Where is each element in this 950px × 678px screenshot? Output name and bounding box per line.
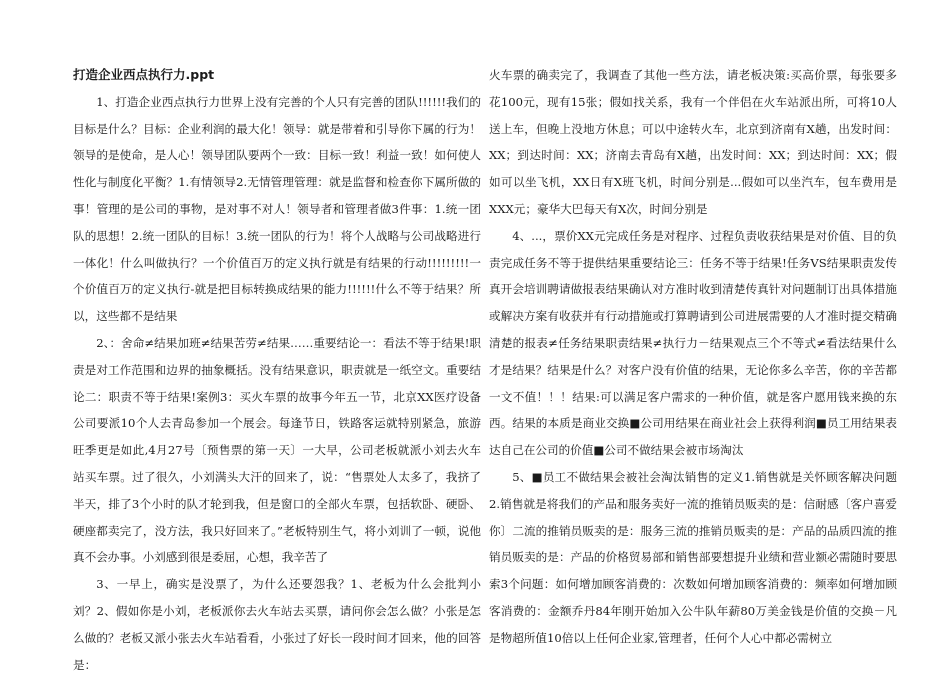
paragraph-5: 5、■员工不做结果会被社会淘汰销售的定义1.销售就是关怀顾客解决问题2.销售就是将我们的产品和服务卖好一流的推销员贩卖的是：信耐感〔客户喜爱你〕二流的推销员贩卖的是：服务三流的推销员贩卖的是：产品的品质四流的推销员贩卖的是：产品的价格贸易部和销售部要想提升业绩和营业额必需随时要思索3个问题：如何增加顾客消费的：次数如何增加顾客消费的：频率如何增加顾客消费的：金额乔丹84年刚开始加入公牛队年薪80万美金钱是价值的交换－凡是物超所值10倍以上任何企业家,管理者，任何个人心中都必需树立: [489, 469, 897, 645]
paragraph-4: 4、...，票价XX元完成任务是对程序、过程负责收获结果是对价值、目的负责完成任务不等于提供结果重要结论三：任务不等于结果!任务VS结果职责发传真开会培训聘请做报表结果确认对方准时收到清楚传真针对问题制订出具体措施或解决方案有收获并有行动措施或打算聘请到公司进展需要的人才准时提交精确清楚的报表≠任务结果职责结果≠执行力－结果观点三个不等式≠看法结果什么才是结果？结果是什么？对客户没有价值的结果，无论你多么辛苦，你的辛苦都一文不值！！！结果:可以满足客户需求的一种价值，就是客户愿用钱来换的东西。结果的本质是商业交换■公司用结果在商业社会上获得利润■员工用结果表达自己在公司的价值■公司不做结果会被市场淘汰: [489, 228, 897, 458]
right-column: [489, 62, 897, 652]
document-title: 打造企业西点执行力.ppt: [73, 67, 215, 82]
paragraph-2: 2、：舍命≠结果加班≠结果苦劳≠结果……重要结论一：看法不等于结果!职责是对工作范围和边界的抽象概括。没有结果意识，职责就是一纸空文。重要结论二：职责不等于结果!案例3：买火车票的故事今年五一节，北京XX医疗设备公司要派10个人去青岛参加一个展会。每逢节日，铁路客运就特别紧急，旅游旺季更是如此,4月27号〔预售票的第一天〕一大早，公司老板就派小刘去火车站买车票。过了很久，小刘满头大汗的回来了，说：“售票处人太多了，我挤了半天，排了3个小时的队才轮到我，但是窗口的全部火车票，包括软卧、硬卧、硬座都卖完了，没方法，我只好回来了。”老板特别生气，将小刘训了一顿，说他真不会办事。小刘感到很是委屈，心想，我辛苦了: [73, 335, 481, 565]
left-column: [73, 62, 481, 678]
paragraph-3: 3、一早上，确实是没票了，为什么还要怨我？1、老板为什么会批判小刘？2、假如你是小刘，老板派你去火车站去买票，请问你会怎么做？小张是怎么做的？老板又派小张去火车站看看，小张过了好长一段时间才回来，他的回答是：: [73, 577, 481, 672]
paragraph-3-continued: 火车票的确卖完了，我调查了其他一些方法，请老板决策:买高价票，每张要多花100元，现有15张；假如找关系，我有一个伴侣在火车站派出所，可将10人送上车，但晚上没地方休息；可以中途转火车，北京到济南有X趟，出发时间：XX；到达时间：XX；济南去青岛有X趟，出发时间：XX；到达时间：XX；假如可以坐飞机，XX日有X班飞机，时间分别是...假如可以坐汽车，包车费用是XXX元；豪华大巴每天有X次，时间分别是: [489, 68, 897, 216]
paragraph-1: 1、打造企业西点执行力世界上没有完善的个人只有完善的团队!!!!!!我们的目标是什么？目标：企业利润的最大化！领导：就是带着和引导你下属的行为！领导的是使命，是人心！领导团队要两个一致：目标一致！利益一致！如何使人性化与制度化平衡？1.有情领导2.无情管理管理：就是监督和检查你下属所做的事！管理的是公司的事物，是对事不对人！领导者和管理者做3件事：1.统一团队的思想！2.统一团队的目标！3.统一团队的行为！将个人战略与公司战略进行一体化！什么叫做执行？一个价值百万的定义执行就是有结果的行动!!!!!!!!!一个价值百万的定义执行-就是把目标转换成结果的能力!!!!!!什么不等于结果？所以，这些都不是结果: [73, 94, 481, 324]
